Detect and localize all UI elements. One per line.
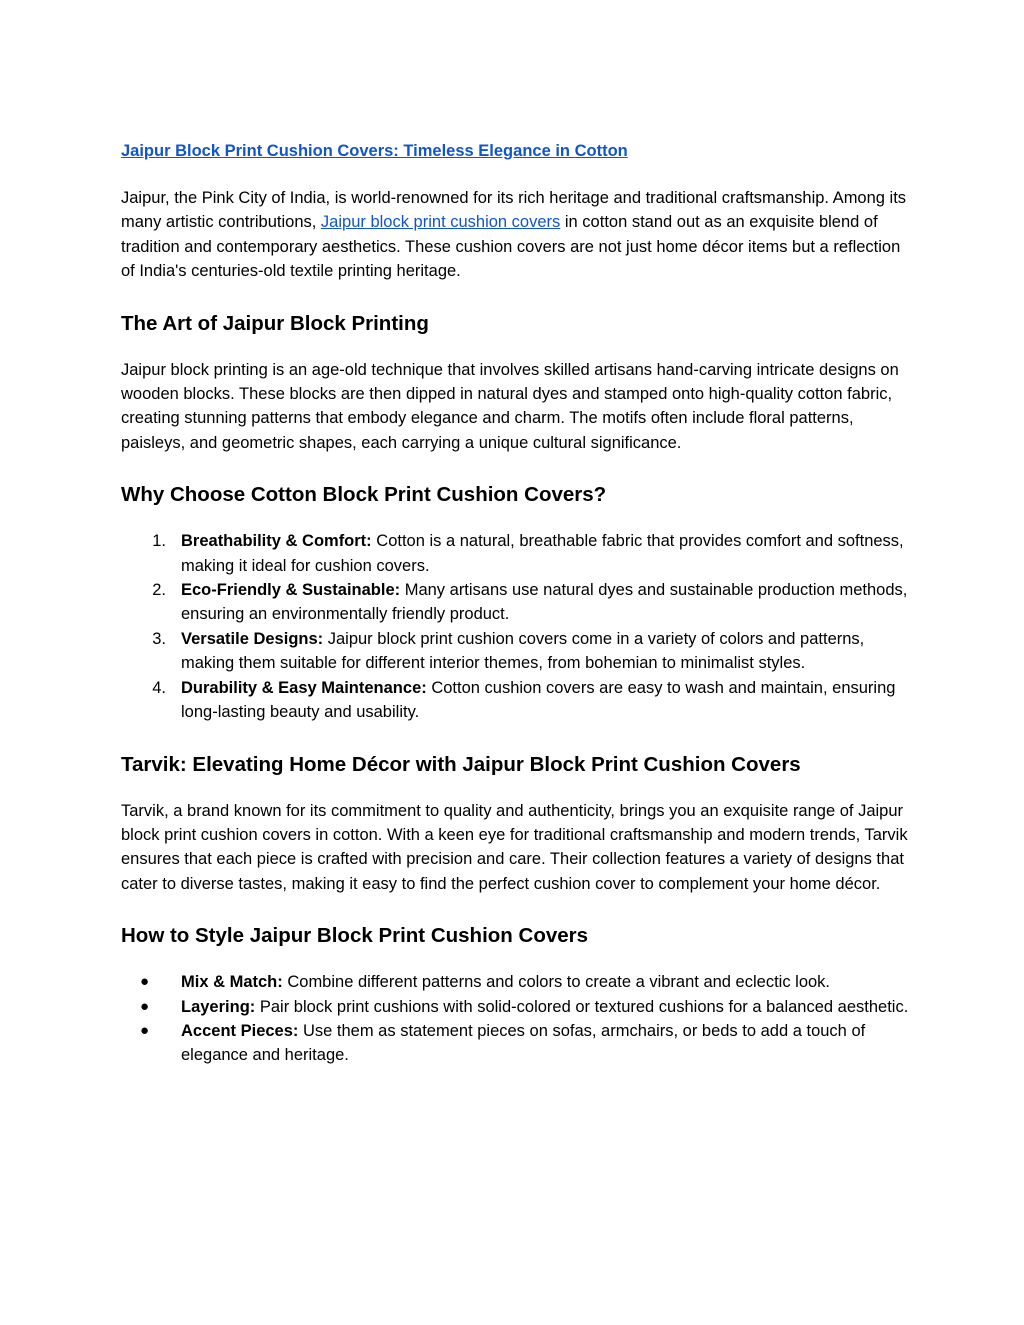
list-item-label: Mix & Match: xyxy=(181,973,283,992)
list-item-text: Many artisans use natural dyes and sustainable production methods, ensuring an environmentally friendly product. xyxy=(181,581,908,624)
list-number: 1. xyxy=(152,532,166,551)
heading-tarvik: Tarvik: Elevating Home Décor with Jaipur Block Print Cushion Covers xyxy=(121,752,801,776)
bullet-icon: ● xyxy=(140,973,150,991)
list-item xyxy=(121,627,911,676)
list-item-text: Cotton cushion covers are easy to wash and maintain, ensuring long-lasting beauty and usability. xyxy=(181,678,896,722)
list-item xyxy=(121,578,911,627)
art-paragraph: Jaipur block printing is an age-old technique that involves skilled artisans hand-carving intricate designs on wooden blocks. These blocks are then dipped in natural dyes and stamped onto high-quality cotton fabric, creating stunning patterns that embody elegance and charm. The motifs often include floral patterns, paisleys, and geometric shapes, each carrying a unique cultural significance. xyxy=(121,360,899,452)
list-item-label: Breathability & Comfort: xyxy=(181,532,372,551)
cushion-covers-link[interactable]: Jaipur block print cushion covers xyxy=(320,213,561,232)
list-item-text: Pair block print cushions with solid-colored or textured cushions for a balanced aesthetic. xyxy=(255,997,909,1016)
tarvik-paragraph: Tarvik, a brand known for its commitment to quality and authenticity, brings you an exquisite range of Jaipur block print cushion covers in cotton. With a keen eye for traditional craftsmanship and modern trends, Tarvik ensures that each piece is crafted with precision and care. Their collection features a variety of designs that cater to diverse tastes, making it easy to find the perfect cushion cover to complement your home décor. xyxy=(121,801,908,893)
heading-art-of-block-printing: The Art of Jaipur Block Printing xyxy=(121,311,429,335)
list-item xyxy=(121,529,911,578)
list-item-label: Durability & Easy Maintenance: xyxy=(181,678,427,697)
bullet-icon: ● xyxy=(140,1021,150,1039)
list-item xyxy=(121,995,911,1019)
title-link[interactable]: Jaipur Block Print Cushion Covers: Timeless Elegance in Cotton xyxy=(121,142,628,160)
list-item-label: Accent Pieces: xyxy=(181,1021,299,1040)
list-item xyxy=(121,970,911,994)
intro-text-after: in cotton stand out as an exquisite blend of tradition and contemporary aesthetics. These cushion covers are not just home décor items but a reflection of India's centuries-old textile printing heritage. xyxy=(121,213,901,281)
intro-paragraph xyxy=(121,186,911,284)
styling-tips-list xyxy=(121,970,911,1068)
list-number: 4. xyxy=(152,678,166,697)
list-item xyxy=(121,676,911,725)
intro-text-before: Jaipur, the Pink City of India, is world-renowned for its rich heritage and traditional craftsmanship. Among its many artistic contributions, xyxy=(121,189,907,232)
document-page xyxy=(121,138,911,1068)
list-item-text: Use them as statement pieces on sofas, armchairs, or beds to add a touch of elegance and heritage. xyxy=(181,1021,866,1065)
why-choose-list xyxy=(121,529,911,724)
list-number: 2. xyxy=(152,581,166,600)
heading-how-to-style: How to Style Jaipur Block Print Cushion Covers xyxy=(121,924,589,948)
list-number: 3. xyxy=(152,629,166,648)
heading-why-choose: Why Choose Cotton Block Print Cushion Covers? xyxy=(121,483,607,507)
list-item-label: Versatile Designs: xyxy=(181,629,324,648)
bullet-icon: ● xyxy=(140,997,150,1015)
list-item-text: Jaipur block print cushion covers come in a variety of colors and patterns, making them suitable for different interior themes, from bohemian to minimalist styles. xyxy=(181,629,865,673)
list-item-label: Eco-Friendly & Sustainable: xyxy=(181,581,401,600)
list-item-label: Layering: xyxy=(181,997,256,1016)
list-item xyxy=(121,1019,911,1068)
list-item-text: Combine different patterns and colors to create a vibrant and eclectic look. xyxy=(282,973,831,992)
list-item-text: Cotton is a natural, breathable fabric that provides comfort and softness, making it ideal for cushion covers. xyxy=(181,532,904,575)
